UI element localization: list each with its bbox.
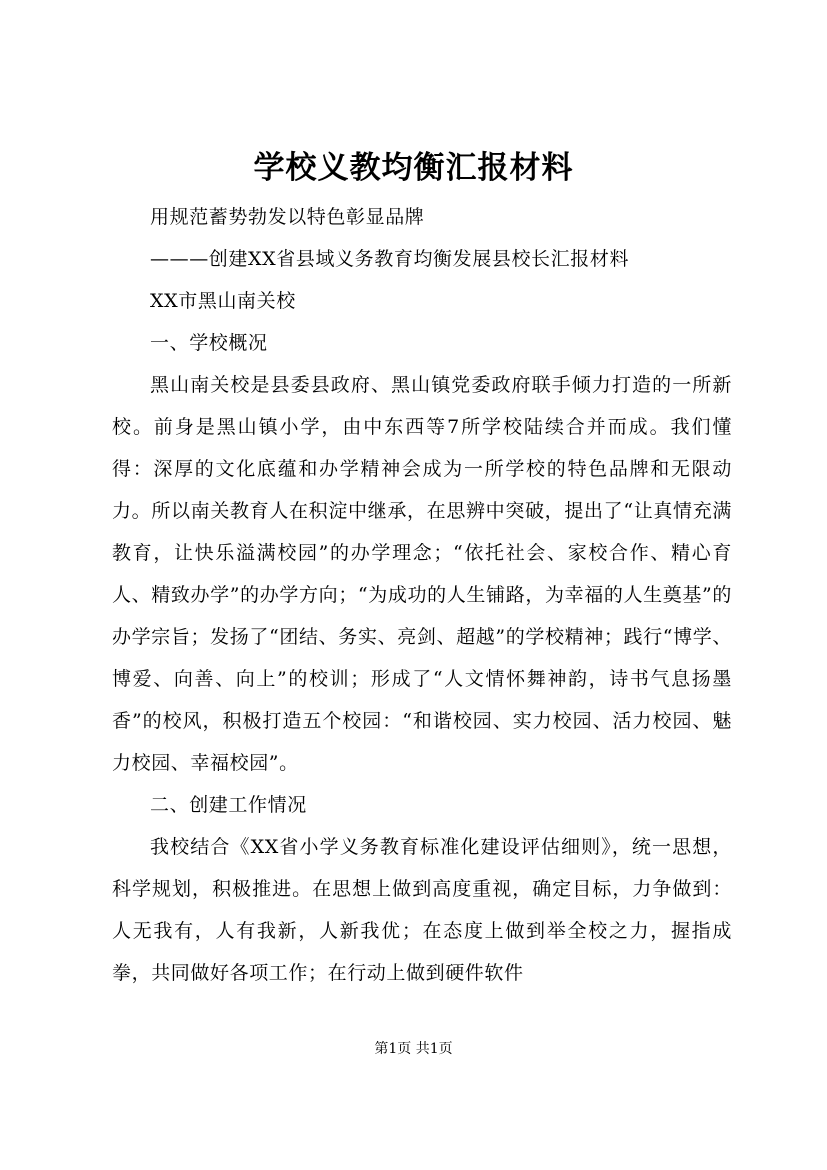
page-footer: 第1页 共1页 (374, 1041, 453, 1057)
section-heading-work: 二、创建工作情况 (150, 794, 307, 816)
school-name-paragraph: XX市黑山南关校 (150, 290, 296, 312)
section-heading-overview: 一、学校概况 (150, 332, 268, 354)
subtitle-paragraph: 用规范蓄势勃发以特色彰显品牌 (150, 206, 425, 228)
document-body (112, 196, 732, 994)
overview-paragraph: 黑山南关校是县委县政府、黑山镇党委政府联手倾力打造的一所新校。前身是黑山镇小学，由中东西等7所学校陆续合并而成。我们懂得：深厚的文化底蕴和办学精神会成为一所学校的特色品牌和无限动力。所以南关教育人在积淀中继承，在思辨中突破，提出了“让真情充满教育，让快乐溢满校园”的办学理念；“依托社会、家校合作、精心育人、精致办学”的办学方向；“为成功的人生铺路，为幸福的人生奠基”的办学宗旨；发扬了“团结、务实、亮剑、超越”的学校精神；践行“博学、博爱、向善、向上”的校训；形成了“人文情怀舞神韵，诗书气息扬墨香”的校风，积极打造五个校园：“和谐校园、实力校园、活力校园、魅力校园、幸福校园”。 (112, 374, 732, 774)
document-title: 学校义教均衡汇报材料 (253, 150, 574, 186)
work-paragraph: 我校结合《XX省小学义务教育标准化建设评估细则》，统一思想，科学规划，积极推进。在思想上做到高度重视，确定目标，力争做到：人无我有，人有我新，人新我优；在态度上做到举全校之力，握指成拳，共同做好各项工作；在行动上做到硬件软件 (112, 836, 732, 984)
subtitle-line-paragraph: ———创建XX省县域义务教育均衡发展县校长汇报材料 (150, 248, 630, 270)
